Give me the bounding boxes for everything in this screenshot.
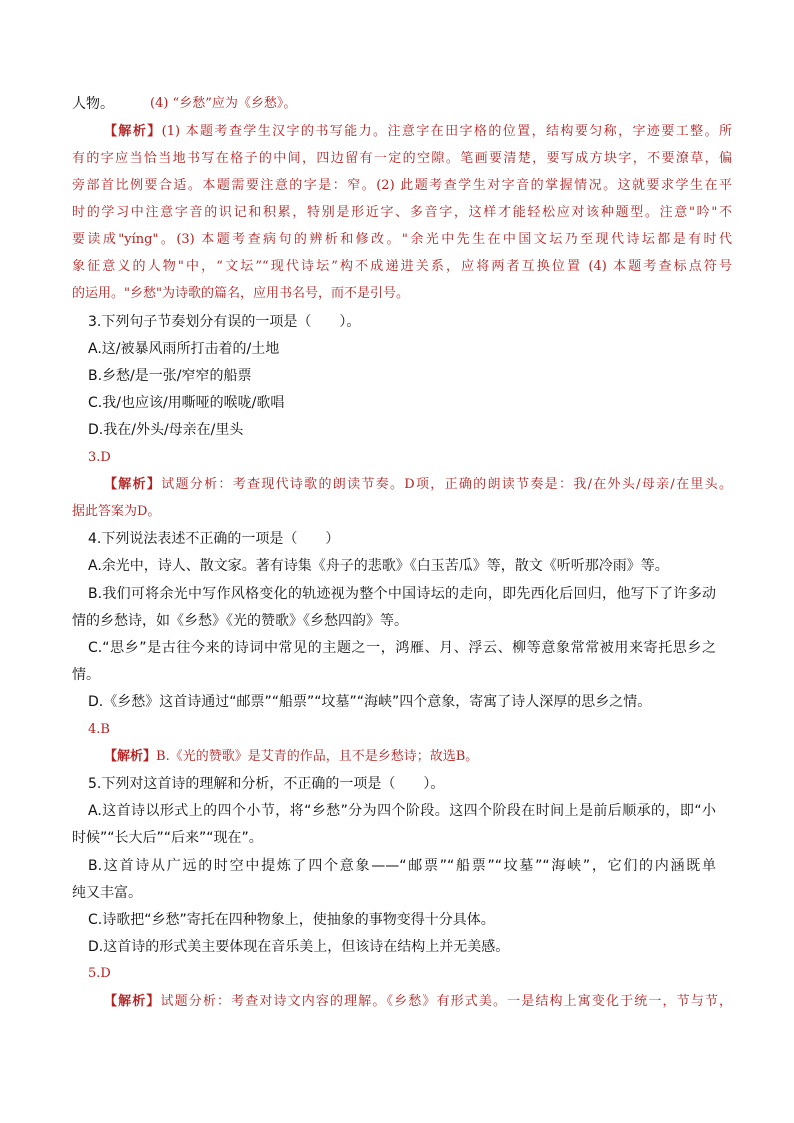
option-b-cont: 情的乡愁诗，如《乡愁》《光的赞歌》《乡愁四韵》等。 xyxy=(72,613,408,629)
analysis-line: 据此答案为D。 xyxy=(72,504,161,519)
question-stem: 5.下列对这首诗的理解和分析，不正确的一项是（ ）。 xyxy=(88,776,445,792)
analysis-line: 【解析】试题分析：考查现代诗歌的朗读节奏。D项，正确的朗读节奏是：我/在外头/母亲/在里头。 xyxy=(104,477,732,492)
analysis-line: 【解析】试题分析：考查对诗文内容的理解。《乡愁》有形式美。一是结构上寓变化于统一，节与节， xyxy=(104,994,732,1009)
analysis-tag: 【解析】 xyxy=(104,749,157,764)
continuation-text: 人物。 xyxy=(72,96,114,112)
option-b: B.我们可将余光中写作风格变化的轨迹视为整个中国诗坛的走向，即先西化后回归，他写下了许多动 xyxy=(88,586,716,602)
option-d: D.这首诗的形式美主要体现在音乐美上，但该诗在结构上并无美感。 xyxy=(88,939,510,955)
analysis-line: 要读成"yíng"。(3) 本题考查病句的辨析和修改。"余光中先生在中国文坛乃至现代诗坛都是有时代 xyxy=(72,232,732,247)
answer-label: 3.D xyxy=(88,450,111,465)
option-b: B.这首诗从广远的时空中提炼了四个意象——“邮票”“船票”“坟墓”“海峡”，它们的内涵既单 xyxy=(88,858,716,874)
option-a: A.余光中，诗人、散文家。著有诗集《舟子的悲歌》《白玉苦瓜》等，散文《听听那冷雨》等。 xyxy=(88,558,669,574)
analysis-line: 象征意义的人物"中，“文坛”“现代诗坛”构不成递进关系，应将两者互换位置 (4) 本题考查标点符号 xyxy=(72,259,732,274)
option-c: C.我/也应该/用嘶哑的喉咙/歌唱 xyxy=(88,395,285,411)
analysis-line: 时的学习中注意字音的识记和积累，特别是形近字、多音字，这样才能轻松应对该种题型。注意"吟"不 xyxy=(72,205,732,220)
option-b: B.乡愁/是一张/窄窄的船票 xyxy=(88,368,252,384)
answer-label: 5.D xyxy=(88,966,111,981)
question-stem: 3.下列句子节奏划分有误的一项是（ ）。 xyxy=(88,314,361,330)
option-d: D.《乡愁》这首诗通过“邮票”“船票”“坟墓”“海峡”四个意象，寄寓了诗人深厚的思乡之情。 xyxy=(88,694,652,710)
analysis-tag: 【解析】 xyxy=(104,124,162,139)
option-a: A.这首诗以形式上的四个小节，将“乡愁”分为四个阶段。这四个阶段在时间上是前后顺承的，即“小 xyxy=(88,803,716,819)
analysis-line: 旁部首比例要合适。本题需要注意的字是：窄。(2) 此题考查学生对字音的掌握情况。这就要求学生在平 xyxy=(72,178,732,193)
option-c-cont: 情。 xyxy=(72,667,100,683)
option-c: C.诗歌把“乡愁”寄托在四种物象上，使抽象的事物变得十分具体。 xyxy=(88,912,495,928)
analysis-tag: 【解析】 xyxy=(104,477,162,492)
continuation-answer: (4) “乡愁”应为《乡愁》。 xyxy=(150,96,297,111)
option-a-cont: 时候”“长大后”“后来”“现在”。 xyxy=(72,830,263,846)
question-stem: 4.下列说法表述不正确的一项是（ ） xyxy=(88,531,340,547)
option-a: A.这/被暴风雨所打击着的/土地 xyxy=(88,341,280,357)
option-d: D.我在/外头/母亲在/里头 xyxy=(88,422,244,438)
analysis-line: 的运用。"乡愁"为诗歌的篇名，应用书名号，而不是引号。 xyxy=(72,286,409,301)
analysis-line: 【解析】B.《光的赞歌》是艾青的作品，且不是乡愁诗；故选B。 xyxy=(104,749,479,764)
option-c: C.“思乡”是古往今来的诗词中常见的主题之一，鸿雁、月、浮云、柳等意象常常被用来寄托思乡之 xyxy=(88,640,716,656)
analysis-line: 【解析】(1) 本题考查学生汉字的书写能力。注意字在田字格的位置，结构要匀称，字迹要工整。所 xyxy=(104,124,732,139)
answer-label: 4.B xyxy=(88,722,110,737)
analysis-line: 有的字应当恰当地书写在格子的中间，四边留有一定的空隙。笔画要清楚，要写成方块字，不要潦草，偏 xyxy=(72,151,732,166)
option-b-cont: 纯又丰富。 xyxy=(72,885,142,901)
analysis-tag: 【解析】 xyxy=(104,994,161,1009)
